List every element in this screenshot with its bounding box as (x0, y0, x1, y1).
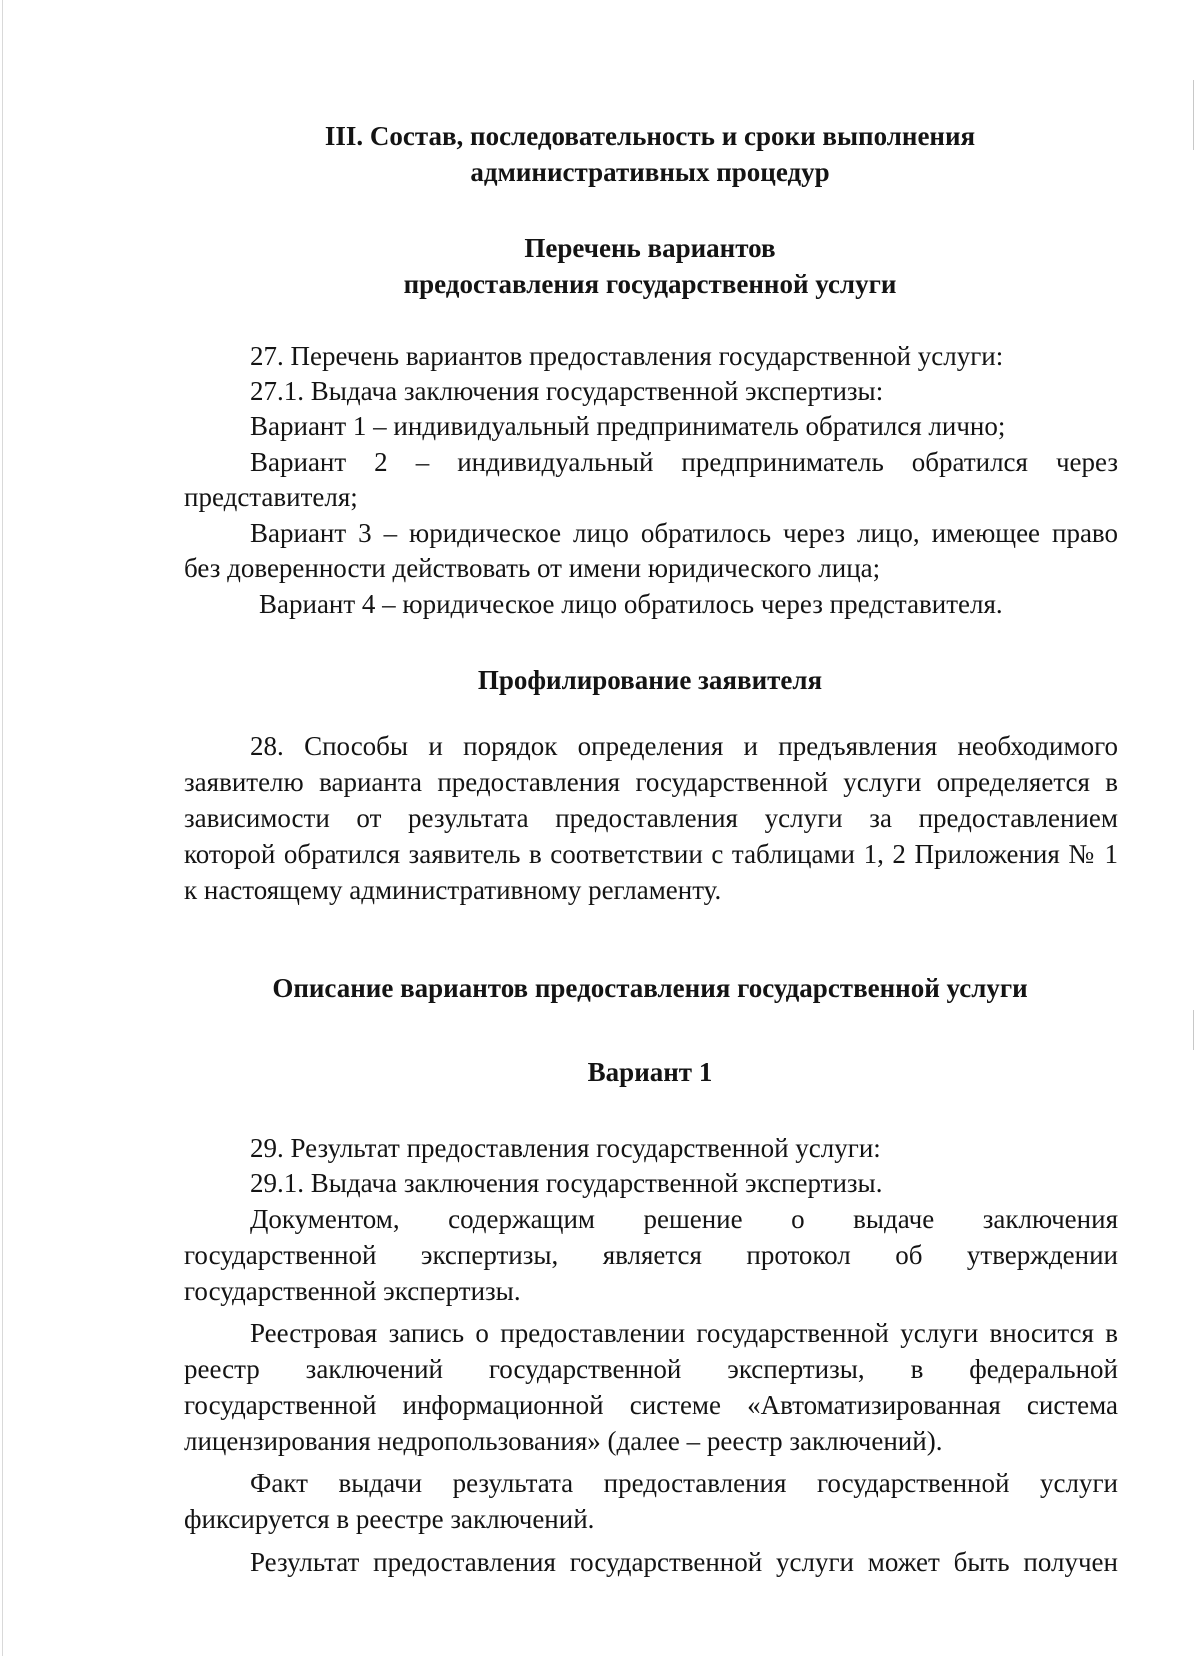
paragraph-28-line-e: к настоящему административному регламенту. (184, 875, 722, 905)
registry-line-b: реестр заключений государственной экспертизы, в федеральной (184, 1354, 1118, 1384)
section-heading-line2: административных процедур (470, 157, 830, 187)
variant-1-line: Вариант 1 – индивидуальный предприниматель обратился лично; (250, 411, 1006, 441)
scan-edge-mark (1193, 1010, 1194, 1050)
variant-2-line-a: Вариант 2 – индивидуальный предприниматель обратился через (250, 447, 1118, 477)
profiling-heading: Профилирование заявителя (477, 665, 823, 695)
fact-line-b: фиксируется в реестре заключений. (184, 1504, 595, 1534)
paragraph-29-1: 29.1. Выдача заключения государственной экспертизы. (250, 1168, 883, 1198)
fact-line-a: Факт выдачи результата предоставления государственной услуги (250, 1468, 1118, 1498)
variant-2-line-b: представителя; (184, 482, 358, 512)
paragraph-28-line-c: зависимости от результата предоставления услуги за предоставлением (184, 803, 1118, 833)
variants-heading-line2: предоставления государственной услуги (403, 269, 897, 299)
description-heading: Описание вариантов предоставления государственной услуги (272, 973, 1028, 1003)
document-line-b: государственной экспертизы, является протокол об утверждении (184, 1240, 1118, 1270)
section-heading-line1: III. Состав, последовательность и сроки выполнения (324, 121, 976, 151)
paragraph-27: 27. Перечень вариантов предоставления государственной услуги: (250, 341, 1004, 371)
paragraph-29: 29. Результат предоставления государственной услуги: (250, 1133, 881, 1163)
variant-1-heading: Вариант 1 (587, 1057, 713, 1087)
paragraph-28-line-d: которой обратился заявитель в соответствии с таблицами 1, 2 Приложения № 1 (184, 839, 1118, 869)
registry-line-c: государственной информационной системе «Автоматизированная система (184, 1390, 1118, 1420)
variant-3-line-a: Вариант 3 – юридическое лицо обратилось через лицо, имеющее право (250, 518, 1118, 548)
registry-line-a: Реестровая запись о предоставлении государственной услуги вносится в (250, 1318, 1118, 1348)
paragraph-28-line-a: 28. Способы и порядок определения и предъявления необходимого (250, 731, 1118, 761)
result-line-a: Результат предоставления государственной услуги может быть получен (250, 1547, 1118, 1577)
document-line-a: Документом, содержащим решение о выдаче заключения (250, 1204, 1118, 1234)
paragraph-27-1: 27.1. Выдача заключения государственной экспертизы: (250, 376, 884, 406)
variant-3-line-b: без доверенности действовать от имени юридического лица; (184, 553, 881, 583)
paragraph-28-line-b: заявителю варианта предоставления государственной услуги определяется в (184, 767, 1118, 797)
document-line-c: государственной экспертизы. (184, 1276, 521, 1306)
registry-line-d: лицензирования недропользования» (далее – реестр заключений). (184, 1426, 943, 1456)
variant-4-line: Вариант 4 – юридическое лицо обратилось через представителя. (259, 589, 1003, 619)
variants-heading-line1: Перечень вариантов (524, 233, 776, 263)
